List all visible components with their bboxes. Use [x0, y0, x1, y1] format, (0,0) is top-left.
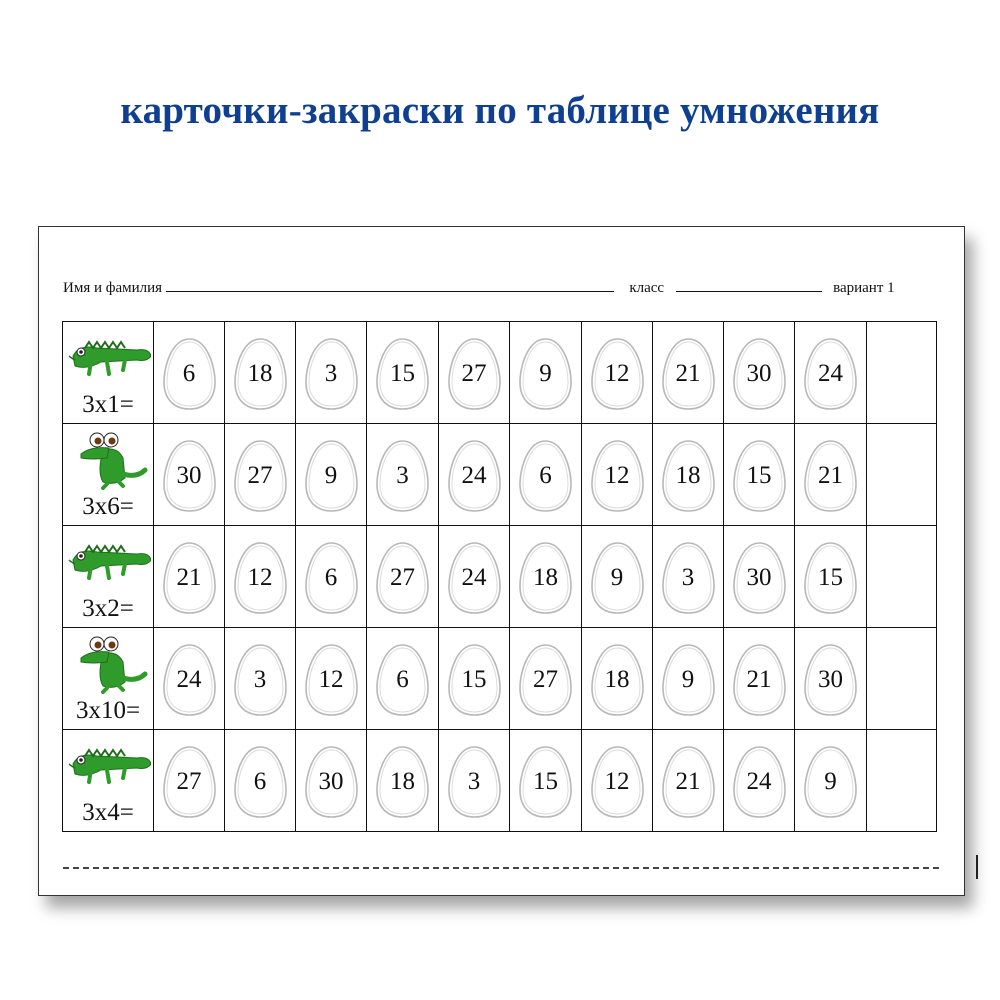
egg-cell[interactable] — [795, 730, 867, 832]
egg-number: 12 — [604, 768, 630, 795]
expression-text: 3x10= — [75, 697, 141, 724]
expression-text: 3x2= — [82, 595, 134, 622]
egg-number: 6 — [539, 462, 552, 489]
egg-cell[interactable] — [653, 526, 724, 628]
egg-number: 30 — [176, 462, 202, 489]
egg-number: 15 — [461, 666, 487, 693]
egg-number: 24 — [818, 360, 843, 387]
grid-row — [63, 322, 937, 424]
egg-number: 21 — [675, 360, 701, 387]
egg-number: 21 — [818, 462, 843, 489]
egg-cell[interactable] — [154, 526, 225, 628]
egg-cell[interactable] — [154, 730, 225, 832]
egg-cell[interactable] — [367, 628, 439, 730]
coloring-grid — [62, 321, 937, 832]
variant-label: вариант 1 — [833, 280, 895, 296]
egg-number: 9 — [824, 768, 837, 795]
egg-number: 6 — [396, 666, 409, 693]
egg-cell[interactable] — [510, 322, 582, 424]
grid-row — [63, 526, 937, 628]
egg-cell[interactable] — [154, 322, 225, 424]
egg-cell[interactable] — [367, 322, 439, 424]
egg-cell[interactable] — [653, 628, 724, 730]
egg-number: 9 — [324, 462, 338, 489]
egg-cell[interactable] — [724, 322, 795, 424]
egg-cell[interactable] — [795, 628, 867, 730]
grid-row — [63, 730, 937, 832]
egg-cell[interactable] — [296, 526, 367, 628]
egg-cell[interactable] — [724, 424, 795, 526]
egg-number: 30 — [746, 360, 772, 387]
egg-number: 6 — [324, 564, 338, 591]
egg-number: 21 — [176, 564, 202, 591]
expression-text: 3x4= — [82, 799, 134, 826]
egg-cell[interactable] — [510, 628, 582, 730]
egg-cell[interactable] — [582, 322, 653, 424]
egg-number: 24 — [461, 564, 487, 591]
egg-cell[interactable] — [296, 628, 367, 730]
egg-number: 9 — [681, 666, 695, 693]
card-header — [63, 277, 895, 297]
egg-number: 24 — [746, 768, 772, 795]
egg-cell[interactable] — [439, 730, 510, 832]
page-title: карточки-закраски по таблице умножения — [120, 89, 880, 132]
egg-number: 12 — [604, 462, 630, 489]
class-blank-line[interactable] — [676, 277, 822, 292]
egg-number: 27 — [461, 360, 487, 387]
egg-number: 3 — [467, 768, 481, 795]
egg-number: 18 — [675, 462, 701, 489]
egg-number: 15 — [533, 768, 558, 795]
egg-number: 30 — [746, 564, 772, 591]
egg-cell[interactable] — [724, 730, 795, 832]
egg-number: 15 — [818, 564, 843, 591]
egg-number: 3 — [253, 666, 267, 693]
crocodile-icon — [67, 326, 151, 388]
cut-line — [63, 867, 939, 869]
egg-number: 18 — [604, 666, 630, 693]
egg-cell[interactable] — [225, 322, 296, 424]
egg-cell[interactable] — [653, 730, 724, 832]
egg-number: 21 — [675, 768, 701, 795]
egg-number: 15 — [390, 360, 415, 387]
grid-row — [63, 424, 937, 526]
egg-number: 12 — [318, 666, 344, 693]
egg-cell[interactable] — [225, 628, 296, 730]
egg-cell[interactable] — [296, 424, 367, 526]
name-blank-line[interactable] — [166, 277, 614, 292]
edge-mark — [976, 855, 978, 879]
egg-cell[interactable] — [154, 424, 225, 526]
egg-number: 15 — [746, 462, 772, 489]
egg-cell[interactable] — [510, 730, 582, 832]
egg-cell[interactable] — [582, 628, 653, 730]
egg-number: 6 — [182, 360, 196, 387]
egg-number: 30 — [318, 768, 344, 795]
grid-row — [63, 628, 937, 730]
egg-cell[interactable] — [225, 730, 296, 832]
egg-cell[interactable] — [367, 526, 439, 628]
egg-cell[interactable] — [439, 526, 510, 628]
egg-number: 12 — [247, 564, 273, 591]
egg-number: 9 — [539, 360, 552, 387]
class-label: класс — [629, 280, 665, 296]
expression-text: 3x6= — [82, 493, 134, 520]
egg-cell[interactable] — [225, 526, 296, 628]
crocodile-icon — [67, 530, 151, 592]
expression-cell — [63, 322, 154, 424]
expression-cell — [63, 628, 154, 730]
egg-number: 27 — [533, 666, 558, 693]
egg-number: 30 — [818, 666, 843, 693]
egg-cell[interactable] — [653, 424, 724, 526]
empty-cell — [867, 628, 937, 730]
worksheet-card — [38, 226, 965, 896]
name-label: Имя и фамилия — [63, 280, 163, 296]
egg-number: 12 — [604, 360, 630, 387]
egg-number: 27 — [247, 462, 273, 489]
egg-cell[interactable] — [154, 628, 225, 730]
egg-cell[interactable] — [510, 424, 582, 526]
egg-number: 3 — [396, 462, 409, 489]
egg-number: 18 — [247, 360, 273, 387]
egg-number: 6 — [253, 768, 267, 795]
empty-cell — [867, 730, 937, 832]
egg-number: 27 — [390, 564, 415, 591]
egg-cell[interactable] — [510, 526, 582, 628]
egg-cell[interactable] — [582, 526, 653, 628]
egg-number: 18 — [390, 768, 415, 795]
egg-cell[interactable] — [439, 628, 510, 730]
empty-cell — [867, 424, 937, 526]
egg-cell[interactable] — [367, 730, 439, 832]
expression-cell — [63, 730, 154, 832]
egg-number: 3 — [324, 360, 338, 387]
egg-number: 3 — [681, 564, 695, 591]
egg-number: 24 — [176, 666, 202, 693]
egg-cell[interactable] — [439, 424, 510, 526]
empty-cell — [867, 526, 937, 628]
egg-cell[interactable] — [296, 322, 367, 424]
egg-cell[interactable] — [582, 424, 653, 526]
expression-cell — [63, 424, 154, 526]
baby-crocodile-icon — [67, 428, 151, 490]
egg-cell[interactable] — [367, 424, 439, 526]
crocodile-icon — [67, 734, 151, 796]
egg-cell[interactable] — [724, 526, 795, 628]
egg-cell[interactable] — [582, 730, 653, 832]
baby-crocodile-icon — [67, 632, 151, 694]
expression-text: 3x1= — [82, 391, 134, 418]
egg-cell[interactable] — [795, 424, 867, 526]
expression-cell — [63, 526, 154, 628]
empty-cell — [867, 322, 937, 424]
egg-cell[interactable] — [439, 322, 510, 424]
egg-cell[interactable] — [795, 322, 867, 424]
egg-number: 24 — [461, 462, 487, 489]
egg-number: 21 — [746, 666, 772, 693]
egg-cell[interactable] — [296, 730, 367, 832]
egg-number: 27 — [176, 768, 202, 795]
egg-cell[interactable] — [795, 526, 867, 628]
egg-cell[interactable] — [225, 424, 296, 526]
egg-number: 9 — [610, 564, 624, 591]
egg-cell[interactable] — [724, 628, 795, 730]
egg-number: 18 — [533, 564, 558, 591]
egg-cell[interactable] — [653, 322, 724, 424]
